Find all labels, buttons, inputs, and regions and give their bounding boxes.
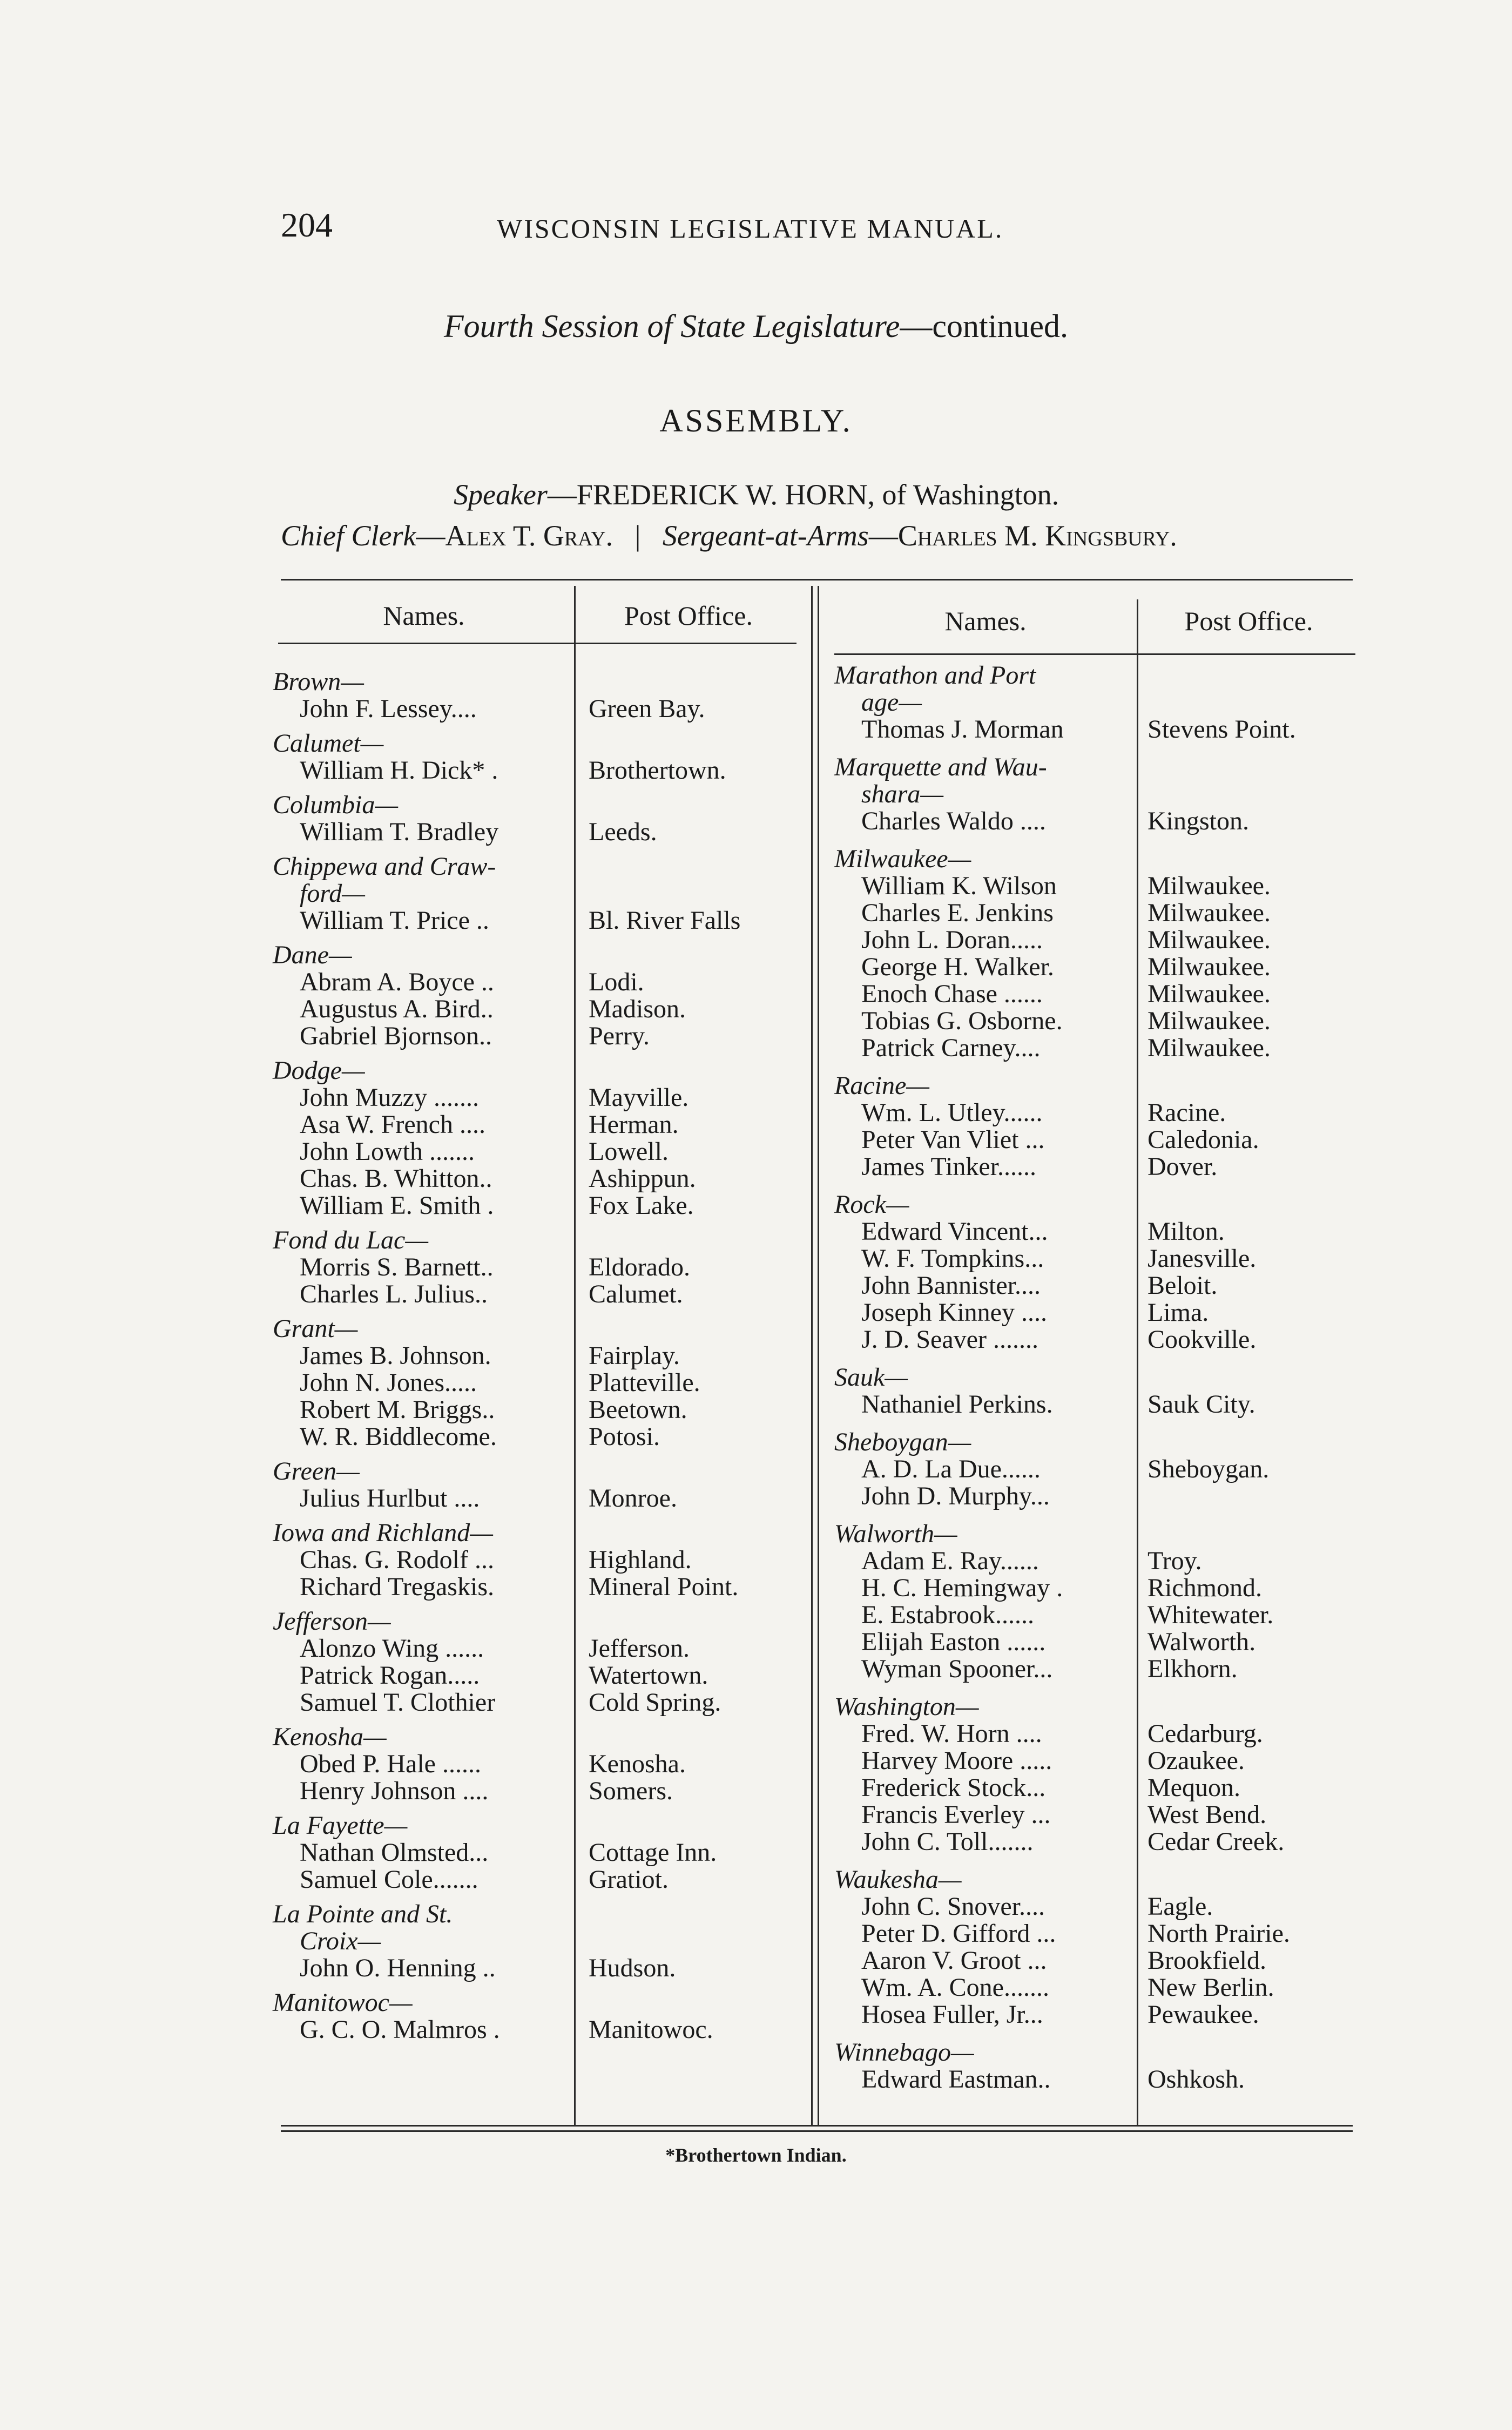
member-row	[834, 1548, 1361, 1575]
member-row	[273, 1423, 802, 1450]
post-office: Potosi.	[589, 1422, 660, 1451]
member-row	[273, 1635, 802, 1662]
member-name: William T. Bradley	[300, 818, 499, 846]
county-name: Green—	[273, 1457, 360, 1486]
post-office: Milwaukee.	[1148, 1034, 1271, 1062]
post-office: Troy.	[1148, 1547, 1202, 1575]
post-office: Sheboygan.	[1148, 1455, 1270, 1483]
county-name: Kenosha—	[273, 1723, 387, 1751]
member-name: Aaron V. Groot ...	[861, 1946, 1047, 1975]
member-row	[834, 1299, 1361, 1326]
county-entry	[834, 1191, 1361, 1353]
clerk-sergeant-line	[281, 519, 1361, 552]
county-name: Calumet—	[273, 729, 384, 758]
table-bottom-rule-b	[281, 2130, 1353, 2132]
county-name: Grant—	[273, 1314, 358, 1343]
post-office: Eldorado.	[589, 1253, 690, 1281]
post-office: Jefferson.	[589, 1634, 690, 1663]
page-number: 204	[281, 206, 333, 244]
chief-clerk-text: —Alex T. Gray.	[416, 519, 613, 552]
county-entry	[273, 1608, 802, 1716]
member-row	[834, 2001, 1361, 2028]
member-name: John O. Henning ..	[300, 1954, 496, 1982]
county-entry	[834, 1429, 1361, 1510]
member-row	[834, 981, 1361, 1008]
officers-block	[281, 478, 1361, 552]
member-name: Wm. A. Cone.......	[861, 1973, 1049, 2002]
post-office: Herman.	[589, 1110, 679, 1139]
county-entry	[273, 730, 802, 784]
member-name: John N. Jones.....	[300, 1368, 477, 1397]
county-name: Milwaukee—	[834, 845, 971, 873]
member-name: Hosea Fuller, Jr...	[861, 2000, 1043, 2029]
member-name: William K. Wilson	[861, 872, 1057, 900]
member-row	[834, 1218, 1361, 1245]
county-entry	[834, 754, 1361, 835]
member-name: Nathan Olmsted...	[300, 1838, 489, 1867]
member-row	[273, 696, 802, 723]
member-name: Patrick Carney....	[861, 1034, 1041, 1062]
post-office: Bl. River Falls	[589, 906, 741, 935]
member-name: George H. Walker.	[861, 953, 1054, 981]
member-name: Peter Van Vliet ...	[861, 1125, 1045, 1154]
member-row	[273, 819, 802, 846]
member-row	[834, 1602, 1361, 1629]
post-office: New Berlin.	[1148, 1973, 1274, 2002]
post-office: Pewaukee.	[1148, 2000, 1259, 2029]
member-name: Samuel Cole.......	[300, 1865, 478, 1894]
member-row	[273, 1165, 802, 1192]
post-office: Mayville.	[589, 1083, 689, 1112]
post-office: Lowell.	[589, 1137, 669, 1166]
member-row	[834, 1035, 1361, 1062]
table-bottom-rule-a	[281, 2125, 1353, 2127]
county-name: Sauk—	[834, 1363, 908, 1392]
county-name-continued: Croix—	[300, 1927, 381, 1955]
speaker-text: —FREDERICK W. HORN, of Washington.	[547, 478, 1059, 511]
county-name: Waukesha—	[834, 1865, 962, 1894]
post-office: Milwaukee.	[1148, 1007, 1271, 1035]
county-entry	[273, 942, 802, 1050]
page-header	[281, 205, 1145, 248]
post-office: Caledonia.	[1148, 1125, 1259, 1154]
member-name: John L. Doran.....	[861, 926, 1043, 954]
member-name: Wm. L. Utley......	[861, 1098, 1043, 1127]
member-name: James B. Johnson.	[300, 1341, 491, 1370]
member-row	[273, 1023, 802, 1050]
post-office: West Bend.	[1148, 1800, 1267, 1829]
post-office: Calumet.	[589, 1280, 683, 1308]
right-column	[834, 583, 1361, 2104]
member-name: John Muzzy .......	[300, 1083, 479, 1112]
member-row	[834, 1828, 1361, 1855]
center-double-rule-b	[818, 586, 819, 2125]
county-entry	[834, 662, 1361, 743]
member-row	[834, 873, 1361, 900]
member-name: Robert M. Briggs..	[300, 1395, 495, 1424]
post-office: Beetown.	[589, 1395, 687, 1424]
member-name: Thomas J. Morman	[861, 715, 1064, 744]
member-name: Edward Vincent...	[861, 1217, 1048, 1246]
member-name: W. R. Biddlecome.	[300, 1422, 497, 1451]
county-name: Dodge—	[273, 1056, 365, 1085]
member-name: Richard Tregaskis.	[300, 1572, 494, 1601]
post-office: Brookfield.	[1148, 1946, 1266, 1975]
member-row	[834, 1099, 1361, 1126]
member-row	[273, 1778, 802, 1805]
county-entry	[273, 853, 802, 934]
member-name: Augustus A. Bird..	[300, 995, 494, 1023]
section-title: ASSEMBLY.	[659, 403, 853, 438]
member-name: Adam E. Ray......	[861, 1547, 1039, 1575]
post-office: Cedar Creek.	[1148, 1827, 1285, 1856]
county-entry	[273, 1812, 802, 1893]
post-office: Eagle.	[1148, 1892, 1213, 1921]
member-row	[834, 1893, 1361, 1920]
post-office: Walworth.	[1148, 1628, 1256, 1656]
member-name: E. Estabrook......	[861, 1601, 1034, 1629]
left-column-headers	[273, 583, 802, 648]
member-row	[834, 2066, 1361, 2093]
post-office: Racine.	[1148, 1098, 1226, 1127]
county-entry	[834, 1693, 1361, 1855]
member-name: J. D. Seaver .......	[861, 1325, 1038, 1354]
county-entry	[273, 669, 802, 723]
post-office: Janesville.	[1148, 1244, 1257, 1273]
member-name: Joseph Kinney ....	[861, 1298, 1047, 1327]
center-double-rule-a	[811, 586, 813, 2125]
county-entry	[834, 846, 1361, 1062]
sergeant-label: Sergeant-at-Arms	[662, 519, 869, 552]
post-office: Lima.	[1148, 1298, 1209, 1327]
member-name: Wyman Spooner...	[861, 1655, 1053, 1683]
member-row	[273, 1839, 802, 1866]
member-name: Elijah Easton ......	[861, 1628, 1046, 1656]
post-office: Highland.	[589, 1545, 692, 1574]
county-name: Chippewa and Craw-	[273, 852, 496, 881]
post-office: Stevens Point.	[1148, 715, 1296, 744]
left-column	[273, 583, 802, 2051]
member-row	[834, 1483, 1361, 1510]
county-name: Winnebago—	[834, 2038, 974, 2067]
member-name: Abram A. Boyce ..	[300, 968, 494, 996]
member-name: Patrick Rogan.....	[300, 1661, 480, 1690]
post-office: Milwaukee.	[1148, 899, 1271, 927]
county-entry	[834, 2039, 1361, 2093]
officer-separator: |	[634, 519, 641, 552]
post-office: Elkhorn.	[1148, 1655, 1238, 1683]
member-name: Samuel T. Clothier	[300, 1688, 496, 1717]
member-row	[834, 1126, 1361, 1153]
speaker-line	[281, 478, 1361, 511]
post-office: Green Bay.	[589, 694, 705, 723]
member-name: William H. Dick* .	[300, 756, 498, 785]
county-entry	[273, 792, 802, 846]
member-name: A. D. La Due......	[861, 1455, 1041, 1483]
member-row	[834, 1720, 1361, 1747]
county-entry	[834, 1866, 1361, 2028]
member-name: Chas. G. Rodolf ...	[300, 1545, 494, 1574]
member-row	[834, 1272, 1361, 1299]
post-office: Lodi.	[589, 968, 644, 996]
post-office-header: Post Office.	[1184, 606, 1313, 636]
member-name: Harvey Moore .....	[861, 1746, 1052, 1775]
member-name: W. F. Tompkins...	[861, 1244, 1044, 1273]
names-header: Names.	[944, 606, 1027, 636]
post-office: Milton.	[1148, 1217, 1225, 1246]
member-row	[834, 1245, 1361, 1272]
member-name: John D. Murphy...	[861, 1482, 1050, 1510]
county-entry	[273, 1057, 802, 1219]
member-name: Obed P. Hale ......	[300, 1750, 481, 1778]
county-name: Brown—	[273, 667, 364, 696]
post-office: Milwaukee.	[1148, 953, 1271, 981]
member-name: Julius Hurlbut ....	[300, 1484, 480, 1513]
member-row	[834, 1326, 1361, 1353]
member-row	[273, 969, 802, 996]
post-office: Leeds.	[589, 818, 657, 846]
member-row	[834, 1656, 1361, 1683]
footnote: *Brothertown Indian.	[665, 2144, 847, 2166]
post-office: Kenosha.	[589, 1750, 686, 1778]
member-row	[273, 1138, 802, 1165]
member-row	[273, 907, 802, 934]
county-name-continued: age—	[861, 688, 922, 717]
member-name: John Lowth .......	[300, 1137, 475, 1166]
post-office: Cedarburg.	[1148, 1719, 1263, 1748]
post-office: Sauk City.	[1148, 1390, 1256, 1419]
right-column-headers	[834, 583, 1361, 659]
member-name: John F. Lessey....	[300, 694, 477, 723]
county-name-continued: shara—	[861, 780, 944, 808]
member-name: John C. Snover....	[861, 1892, 1045, 1921]
member-row	[834, 1747, 1361, 1774]
names-header: Names.	[383, 600, 465, 631]
member-row	[834, 716, 1361, 743]
member-row	[273, 1281, 802, 1308]
session-title	[0, 308, 1512, 345]
member-name: H. C. Hemingway .	[861, 1574, 1063, 1602]
sergeant-text: —Charles M. Kingsbury.	[868, 519, 1177, 552]
post-office: Richmond.	[1148, 1574, 1262, 1602]
member-row	[834, 1153, 1361, 1180]
county-entry	[273, 1724, 802, 1805]
member-row	[273, 1689, 802, 1716]
post-office: Beloit.	[1148, 1271, 1218, 1300]
post-office: Perry.	[589, 1022, 650, 1050]
member-name: James Tinker......	[861, 1152, 1037, 1181]
member-name: Charles Waldo ....	[861, 807, 1046, 835]
county-name: Marathon and Port	[834, 661, 1036, 690]
table-top-rule	[281, 579, 1353, 580]
running-head: WISCONSIN LEGISLATIVE MANUAL.	[497, 213, 1004, 244]
post-office: Oshkosh.	[1148, 2065, 1245, 2094]
post-office: Mequon.	[1148, 1773, 1240, 1802]
member-row	[273, 1254, 802, 1281]
member-row	[834, 1947, 1361, 1974]
member-row	[273, 1396, 802, 1423]
county-name: Columbia—	[273, 791, 399, 819]
county-entry	[273, 1989, 802, 2043]
post-office: Cold Spring.	[589, 1688, 721, 1717]
session-title-italic: Fourth Session of State Legislature	[443, 308, 900, 344]
post-office: Dover.	[1148, 1152, 1218, 1181]
member-row	[273, 996, 802, 1023]
post-office: Whitewater.	[1148, 1601, 1274, 1629]
member-name: Morris S. Barnett..	[300, 1253, 494, 1281]
member-row	[273, 1111, 802, 1138]
member-row	[273, 2016, 802, 2043]
left-column-body	[273, 648, 802, 2043]
post-office	[1136, 1483, 1361, 1510]
member-name: Francis Everley ...	[861, 1800, 1051, 1829]
member-name: Fred. W. Horn ....	[861, 1719, 1042, 1748]
county-entry	[273, 1901, 802, 1982]
post-office: Cottage Inn.	[589, 1838, 717, 1867]
member-name: G. C. O. Malmros .	[300, 2015, 500, 2044]
member-name: William E. Smith .	[300, 1191, 494, 1220]
post-office: Fox Lake.	[589, 1191, 694, 1220]
post-office: Milwaukee.	[1148, 872, 1271, 900]
post-office: Kingston.	[1148, 807, 1250, 835]
county-name: Marquette and Wau-	[834, 753, 1047, 781]
speaker-label: Speaker	[454, 478, 548, 511]
member-row	[273, 1192, 802, 1219]
post-office: Milwaukee.	[1148, 926, 1271, 954]
county-name: Iowa and Richland—	[273, 1518, 493, 1547]
member-row	[834, 900, 1361, 927]
member-row	[273, 1485, 802, 1512]
post-office: Manitowoc.	[589, 2015, 713, 2044]
post-office: Mineral Point.	[589, 1572, 739, 1601]
post-office: Cookville.	[1148, 1325, 1257, 1354]
chief-clerk-label: Chief Clerk	[281, 519, 416, 552]
post-office: Somers.	[589, 1777, 673, 1805]
member-row	[834, 1391, 1361, 1418]
post-office: Fairplay.	[589, 1341, 680, 1370]
post-office: North Prairie.	[1148, 1919, 1290, 1948]
post-office: Watertown.	[589, 1661, 708, 1690]
post-office: Hudson.	[589, 1954, 676, 1982]
county-name: Rock—	[834, 1190, 909, 1219]
post-office: Gratiot.	[589, 1865, 669, 1894]
member-row	[273, 757, 802, 784]
member-row	[834, 808, 1361, 835]
member-row	[273, 1662, 802, 1689]
county-entry	[834, 1364, 1361, 1418]
member-name: Tobias G. Osborne.	[861, 1007, 1063, 1035]
member-name: Peter D. Gifford ...	[861, 1919, 1056, 1948]
right-column-body	[834, 659, 1361, 2093]
member-name: John C. Toll.......	[861, 1827, 1034, 1856]
county-name: Racine—	[834, 1071, 929, 1100]
member-row	[834, 1456, 1361, 1483]
county-name: Dane—	[273, 941, 352, 969]
post-office: Ashippun.	[589, 1164, 696, 1193]
member-row	[834, 927, 1361, 954]
member-name: Chas. B. Whitton..	[300, 1164, 492, 1193]
member-row	[273, 1547, 802, 1574]
post-office: Madison.	[589, 995, 686, 1023]
county-name: Fond du Lac—	[273, 1226, 428, 1254]
member-name: Henry Johnson ....	[300, 1777, 489, 1805]
county-entry	[834, 1521, 1361, 1683]
member-row	[273, 1955, 802, 1982]
member-name: John Bannister....	[861, 1271, 1041, 1300]
post-office: Platteville.	[589, 1368, 700, 1397]
member-name: Edward Eastman..	[861, 2065, 1051, 2094]
county-name: Jefferson—	[273, 1607, 391, 1636]
member-row	[273, 1574, 802, 1601]
member-row	[834, 1774, 1361, 1801]
post-office: Milwaukee.	[1148, 980, 1271, 1008]
county-entry	[273, 1520, 802, 1601]
county-name: La Pointe and St.	[273, 1900, 453, 1928]
member-row	[834, 954, 1361, 981]
member-row	[273, 1084, 802, 1111]
member-name: Frederick Stock...	[861, 1773, 1046, 1802]
member-name: William T. Price ..	[300, 906, 489, 935]
member-row	[273, 1369, 802, 1396]
session-title-rest: —continued.	[900, 308, 1069, 344]
county-entry	[273, 1458, 802, 1512]
member-name: Charles L. Julius..	[300, 1280, 488, 1308]
member-name: Charles E. Jenkins	[861, 899, 1054, 927]
post-office: Monroe.	[589, 1484, 677, 1513]
post-office: Brothertown.	[589, 756, 726, 785]
post-office-header: Post Office.	[624, 600, 753, 631]
county-name: Washington—	[834, 1692, 979, 1721]
member-name: Nathaniel Perkins.	[861, 1390, 1053, 1419]
county-entry	[273, 1315, 802, 1450]
county-name: Walworth—	[834, 1520, 957, 1548]
member-name: Enoch Chase ......	[861, 980, 1043, 1008]
member-row	[834, 1974, 1361, 2001]
member-row	[834, 1008, 1361, 1035]
member-row	[273, 1866, 802, 1893]
county-name: Sheboygan—	[834, 1428, 971, 1456]
member-row	[273, 1342, 802, 1369]
county-entry	[834, 1072, 1361, 1180]
member-name: Asa W. French ....	[300, 1110, 485, 1139]
post-office: Ozaukee.	[1148, 1746, 1245, 1775]
member-row	[834, 1920, 1361, 1947]
county-name: Manitowoc—	[273, 1988, 413, 2017]
member-row	[834, 1801, 1361, 1828]
member-name: Gabriel Bjornson..	[300, 1022, 492, 1050]
county-name: La Fayette—	[273, 1811, 408, 1840]
member-row	[834, 1575, 1361, 1602]
county-entry	[273, 1227, 802, 1308]
county-name-continued: ford—	[300, 879, 365, 908]
member-name: Alonzo Wing ......	[300, 1634, 484, 1663]
member-row	[834, 1629, 1361, 1656]
member-row	[273, 1751, 802, 1778]
